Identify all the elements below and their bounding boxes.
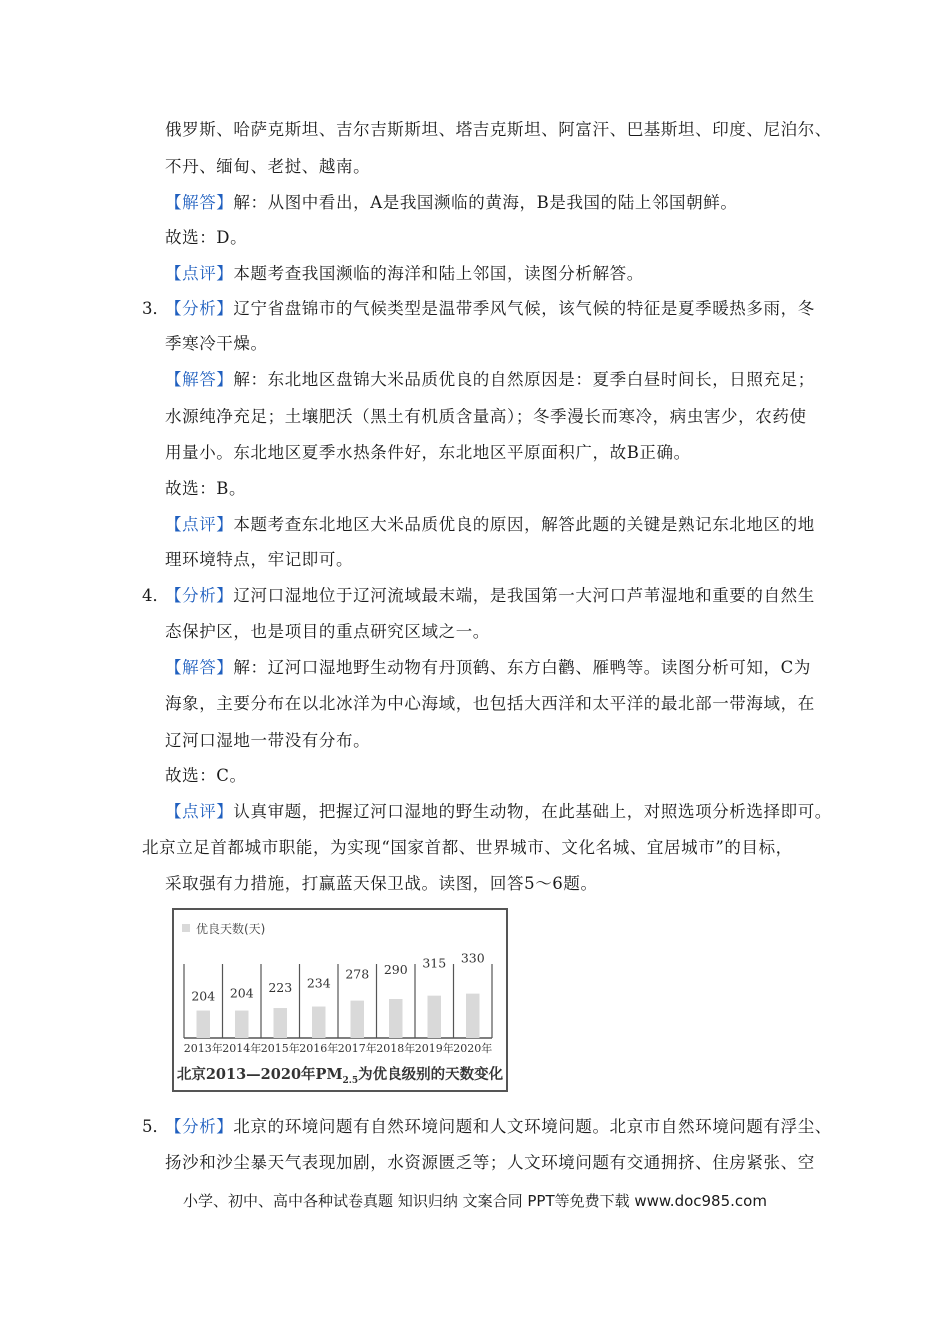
comment-text: 本题考查我国濒临的海洋和陆上邻国，读图分析解答。 (233, 264, 644, 283)
text-line: 季寒冷干燥。 (165, 334, 268, 353)
bar (274, 1008, 287, 1038)
intro-line: 采取强有力措施，打赢蓝天保卫战。读图，回答5～6题。 (165, 874, 598, 893)
pm25-bar-chart (172, 908, 508, 1092)
bar-value-label: 315 (422, 955, 447, 971)
analysis-text: 辽宁省盘锦市的气候类型是温带季风气候，该气候的特征是夏季暖热多雨，冬 (233, 299, 815, 318)
legend-swatch (182, 924, 190, 932)
text-line: 水源纯净充足；土壤肥沃（黑土有机质含量高）；冬季漫长而寒冷，病虫害少，农药使 (165, 407, 807, 426)
analysis-tag: 【分析】 (165, 299, 234, 318)
legend-label: 优良天数(天) (196, 922, 266, 936)
answer-tag: 【解答】 (165, 658, 234, 677)
intro-line: 北京立足首都城市职能，为实现“国家首都、世界城市、文化名城、宜居城市”的目标， (142, 838, 793, 857)
analysis-tag: 【分析】 (165, 1117, 234, 1136)
analysis-line (165, 584, 815, 608)
answer-line (165, 191, 737, 215)
comment-text: 本题考查东北地区大米品质优良的原因，解答此题的关键是熟记东北地区的地 (233, 515, 815, 534)
analysis-tag: 【分析】 (165, 586, 234, 605)
bar (197, 1011, 210, 1038)
bar-value-label: 223 (268, 980, 293, 996)
answer-text: 解：辽河口湿地野生动物有丹顶鹤、东方白鹳、雁鸭等。读图分析可知，C为 (233, 658, 811, 677)
bar (466, 994, 479, 1038)
text-line: 扬沙和沙尘暴天气表现加剧，水资源匮乏等；人文环境问题有交通拥挤、住房紧张、空 (165, 1153, 815, 1172)
text-line: 不丹、缅甸、老挝、越南。 (165, 157, 371, 176)
chart-title: 北京2013—2020年$PM_{2.5}$为优良级别的天数变化 (176, 1066, 504, 1086)
choice-line: 故选：C。 (165, 766, 247, 785)
page-footer: 小学、初中、高中各种试卷真题 知识归纳 文案合同 PPT等免费下载 www.doc985.com (183, 1192, 767, 1210)
answer-line (165, 368, 815, 392)
answer-line (165, 656, 811, 680)
comment-tag: 【点评】 (165, 802, 234, 821)
category-label: 2015年 (260, 1042, 300, 1055)
category-label: 2017年 (337, 1042, 377, 1055)
choice-line: 故选：B。 (165, 479, 247, 498)
text-line: 辽河口湿地一带没有分布。 (165, 731, 371, 750)
bar (351, 1001, 364, 1038)
bar-value-label: 330 (460, 950, 485, 966)
text-line: 俄罗斯、哈萨克斯坦、吉尔吉斯斯坦、塔吉克斯坦、阿富汗、巴基斯坦、印度、尼泊尔、 (165, 120, 832, 139)
answer-text: 解：东北地区盘锦大米品质优良的自然原因是：夏季白昼时间长，日照充足； (233, 370, 815, 389)
analysis-line (165, 1115, 832, 1139)
question-number: 3． (142, 299, 169, 318)
analysis-line (165, 297, 815, 321)
bar (428, 996, 441, 1038)
comment-line (165, 262, 644, 286)
bar (312, 1007, 325, 1038)
comment-line (165, 513, 815, 537)
comment-tag: 【点评】 (165, 515, 234, 534)
category-label: 2019年 (414, 1042, 454, 1055)
bar-value-label: 290 (383, 962, 408, 978)
bar-value-label: 278 (345, 966, 370, 982)
answer-text: 解：从图中看出，A是我国濒临的黄海，B是我国的陆上邻国朝鲜。 (233, 193, 738, 212)
analysis-text: 辽河口湿地位于辽河流域最末端，是我国第一大河口芦苇湿地和重要的自然生 (233, 586, 815, 605)
question-number: 5． (142, 1117, 169, 1136)
analysis-text: 北京的环境问题有自然环境问题和人文环境问题。北京市自然环境问题有浮尘、 (233, 1117, 832, 1136)
question-number: 4． (142, 586, 169, 605)
comment-tag: 【点评】 (165, 264, 234, 283)
category-label: 2014年 (222, 1042, 262, 1055)
bar-value-label: 204 (229, 985, 254, 1001)
answer-tag: 【解答】 (165, 193, 234, 212)
category-label: 2016年 (299, 1042, 339, 1055)
text-line: 理环境特点，牢记即可。 (165, 550, 354, 569)
choice-line: 故选：D。 (165, 228, 248, 247)
category-label: 2013年 (183, 1042, 223, 1055)
bar (235, 1011, 248, 1038)
bar (389, 999, 402, 1038)
comment-text: 认真审题，把握辽河口湿地的野生动物，在此基础上，对照选项分析选择即可。 (233, 802, 832, 821)
bar-value-label: 204 (191, 988, 216, 1004)
answer-tag: 【解答】 (165, 370, 234, 389)
text-line: 用量小。东北地区夏季水热条件好，东北地区平原面积广，故B正确。 (165, 443, 691, 462)
text-line: 态保护区，也是项目的重点研究区域之一。 (165, 622, 490, 641)
category-label: 2020年 (453, 1042, 493, 1055)
bar-value-label: 234 (306, 975, 331, 991)
category-label: 2018年 (376, 1042, 416, 1055)
comment-line (165, 800, 832, 824)
text-line: 海象，主要分布在以北冰洋为中心海域，也包括大西洋和太平洋的最北部一带海域，在 (165, 694, 815, 713)
